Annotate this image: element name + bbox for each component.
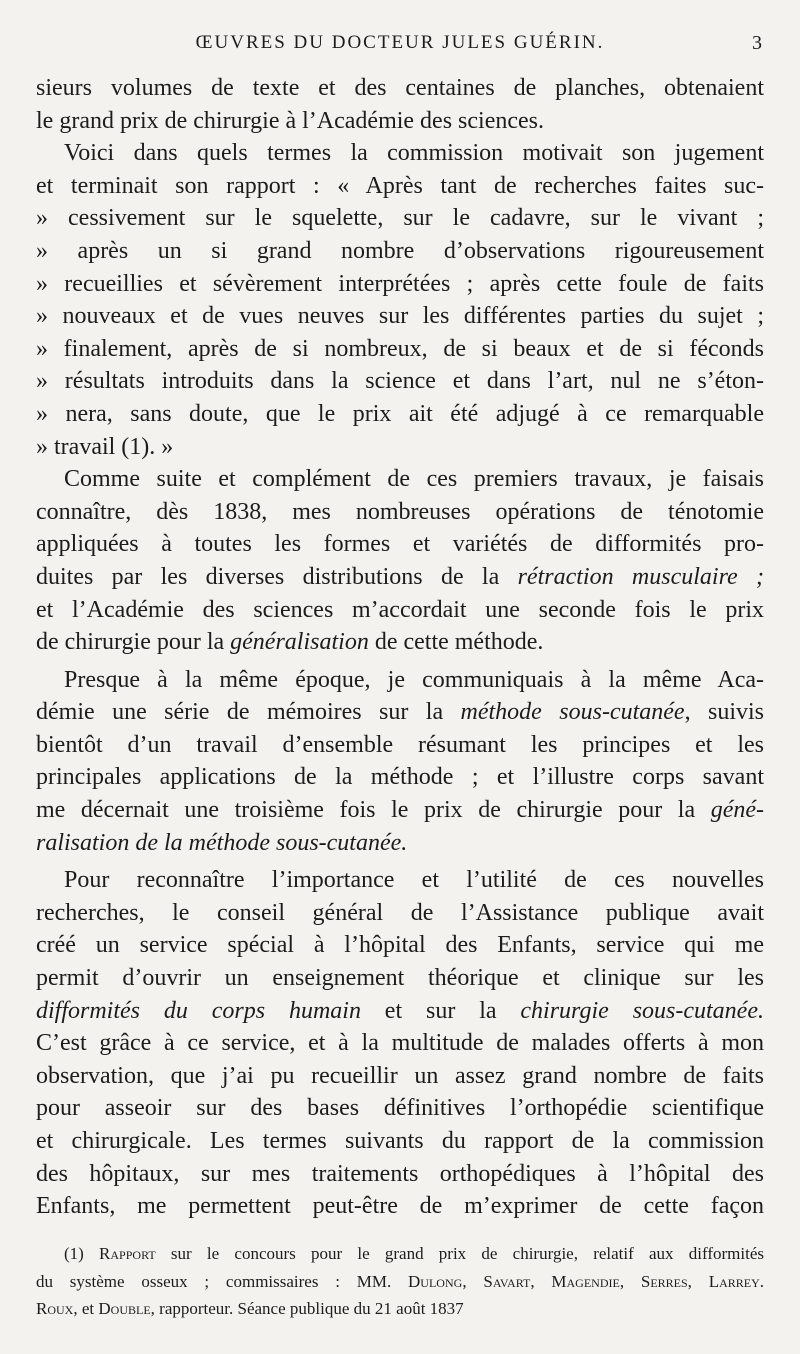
- italic-phrase: chirurgie sous-cutanée.: [520, 997, 764, 1024]
- text-line: le grand prix de chirurgie à l’Académie des sciences.: [36, 107, 545, 134]
- text-line: appliquées à toutes les formes et variétés de difformités pro-: [36, 531, 764, 558]
- text-line: [36, 827, 764, 860]
- text-line: » après un si grand nombre d’observations rigoureusement: [36, 237, 764, 264]
- text-line: duites par les diverses distributions de la rétraction musculaire ;: [36, 563, 764, 590]
- text-line: et l’Académie des sciences m’accordait une seconde fois le prix: [36, 596, 764, 623]
- text-line: » travail (1). »: [36, 433, 174, 460]
- text-line: » recueillies et sévèrement interprétées ; après cette foule de faits: [36, 270, 764, 297]
- text-line: des hôpitaux, sur mes traitements orthopédiques à l’hôpital des: [36, 1160, 764, 1187]
- text-line: » nouveaux et de vues neuves sur les différentes parties du sujet ;: [36, 303, 764, 330]
- text-line: démie une série de mémoires sur la méthode sous-cutanée, suivis: [36, 699, 765, 726]
- text-line: Presque à la même époque, je communiquais à la même Aca-: [64, 666, 764, 693]
- footnote: [36, 1240, 764, 1323]
- text-line: recherches, le conseil général de l’Assistance publique avait: [36, 899, 764, 926]
- text-line: me décernait une troisième fois le prix de chirurgie pour la géné-: [36, 797, 764, 824]
- italic-phrase: géné-: [710, 797, 764, 824]
- text-line: créé un service spécial à l’hôpital des Enfants, service qui me: [36, 932, 764, 959]
- italic-phrase: ralisation de la méthode sous-cutanée.: [36, 829, 408, 856]
- italic-phrase: difformités du corps humain: [36, 997, 361, 1024]
- text-line: permit d’ouvrir un enseignement théorique et clinique sur les: [36, 965, 764, 992]
- text-line: principales applications de la méthode ; et l’illustre corps savant: [36, 764, 764, 791]
- text-line: Voici dans quels termes la commission motivait son jugement: [64, 140, 764, 167]
- footnote-line: (1) Rapport sur le concours pour le grand prix de chirurgie, relatif aux difformités: [64, 1244, 764, 1263]
- text-line: » cessivement sur le squelette, sur le cadavre, sur le vivant ;: [36, 205, 764, 232]
- running-head: [38, 30, 762, 62]
- text-line: difformités du corps humain et sur la chirurgie sous-cutanée.: [36, 997, 764, 1024]
- text-line: Comme suite et complément de ces premiers travaux, je faisais: [64, 466, 764, 493]
- text-line: et terminait son rapport : « Après tant de recherches faites suc-: [36, 172, 764, 199]
- text-line: C’est grâce à ce service, et à la multitude de malades offerts à mon: [36, 1030, 764, 1057]
- italic-phrase: rétraction musculaire ;: [517, 563, 764, 590]
- body-text: [36, 72, 764, 1223]
- footnote-line: du système osseux ; commissaires : MM. Dulong, Savart, Magendie, Serres, Larrey.: [36, 1271, 765, 1291]
- page-number: 3: [752, 32, 762, 54]
- text-line: pour asseoir sur des bases définitives l’orthopédie scientifique: [36, 1095, 764, 1122]
- text-line: connaître, dès 1838, mes nombreuses opérations de ténotomie: [36, 498, 764, 525]
- text-line: bientôt d’un travail d’ensemble résumant les principes et les: [36, 731, 764, 758]
- text-line: et chirurgicale. Les termes suivants du rapport de la commission: [36, 1128, 764, 1154]
- italic-phrase: généralisation: [230, 629, 369, 656]
- text-line: » finalement, après de si nombreux, de si beaux et de si féconds: [36, 335, 764, 362]
- italic-phrase: méthode sous-cutanée: [460, 699, 685, 726]
- text-line: de chirurgie pour la généralisation de cette méthode.: [36, 629, 544, 656]
- text-line: Pour reconnaître l’importance et l’utilité de ces nouvelles: [64, 867, 764, 894]
- running-title: ŒUVRES DU DOCTEUR JULES GUÉRIN.: [195, 32, 605, 53]
- text-line: » résultats introduits dans la science et dans l’art, nul ne s’éton-: [36, 368, 764, 395]
- text-line: Enfants, me permettent peut-être de m’exprimer de cette façon: [36, 1193, 764, 1220]
- text-line: observation, que j’ai pu recueillir un assez grand nombre de faits: [36, 1062, 764, 1089]
- text-line: sieurs volumes de texte et des centaines de planches, obtenaient: [36, 75, 764, 101]
- text-line: » nera, sans doute, que le prix ait été adjugé à ce remarquable: [36, 400, 764, 427]
- footnote-line: Roux, et Double, rapporteur. Séance publique du 21 août 1837: [36, 1299, 464, 1318]
